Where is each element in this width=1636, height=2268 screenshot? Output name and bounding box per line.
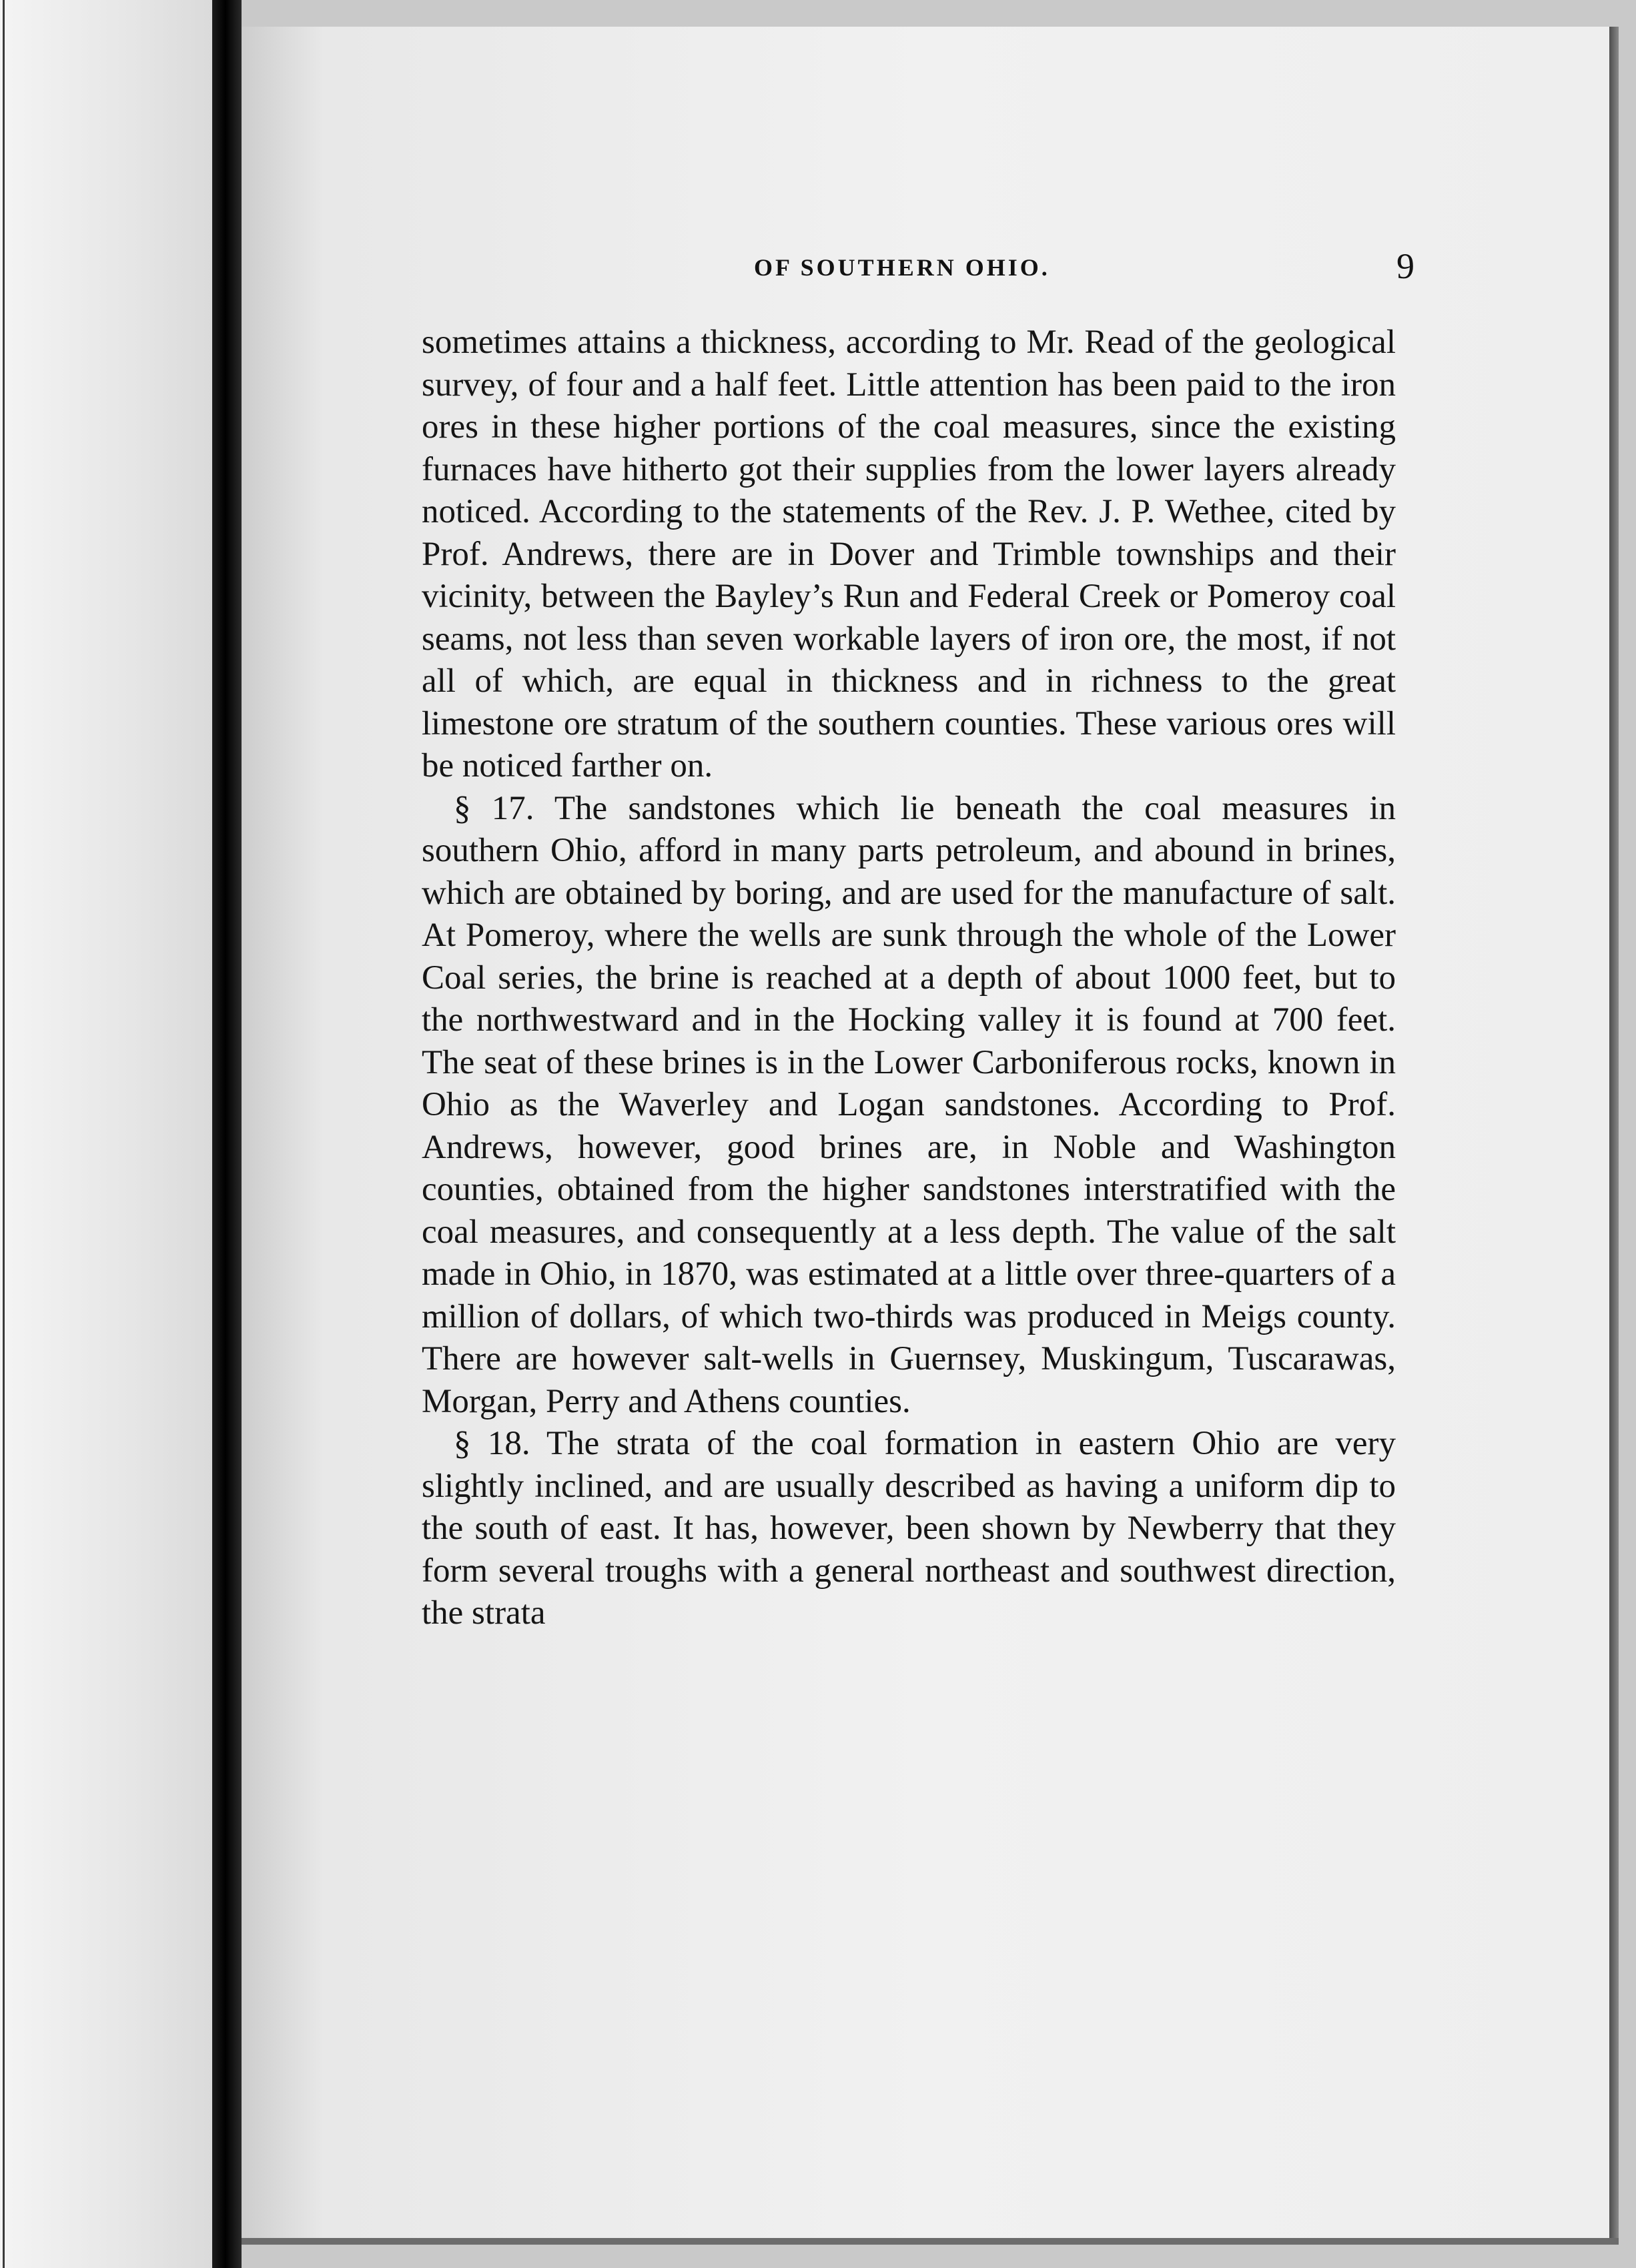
- page-header: [427, 248, 1414, 295]
- page-number: 9: [1396, 246, 1414, 286]
- page-bottom-edge: [242, 2238, 1619, 2245]
- paragraph-iron-ores: sometimes attains a thickness, according to Mr. Read of the geological survey, of four and a half feet. Little attention has been paid to the iron ores in these higher portions of the coal measures, since the existing furnaces have hitherto got their supplies from the lower layers already noticed. According to the statements of the Rev. J. P. Wethee, cited by Prof. Andrews, there are in Dover and Trimble townships and their vicinity, between the Bayley’s Run and Federal Creek or Pomeroy coal seams, not less than seven workable layers of iron ore, the most, if not all of which, are equal in thickness and in richness to the great limestone ore stratum of the southern counties. These various ores will be noticed farther on.: [422, 324, 1396, 784]
- facing-page-edge: [0, 0, 220, 2268]
- running-head: OF SOUTHERN OHIO.: [754, 254, 1050, 281]
- paragraph-section-18: § 18. The strata of the coal formation in eastern Ohio are very slightly inclined, and are usually described as having a uniform dip to the south of east. It has, however, been shown by Newberry that they form several troughs with a general northeast and southwest direction, the strata: [422, 1425, 1396, 1632]
- book-gutter: [212, 0, 242, 2268]
- paragraph-section-17: § 17. The sandstones which lie beneath the coal measures in southern Ohio, afford in many parts petroleum, and abound in brines, which are obtained by boring, and are used for the manufacture of salt. At Pomeroy, where the wells are sunk through the whole of the Lower Coal series, the brine is reached at a depth of about 1000 feet, but to the northwestward and in the Hocking valley it is found at 700 feet. The seat of these brines is in the Lower Carboniferous rocks, known in Ohio as the Waverley and Logan sandstones. According to Prof. Andrews, however, good brines are, in Noble and Washington counties, obtained from the higher sandstones interstratified with the coal measures, and consequently at a less depth. The value of the salt made in Ohio, in 1870, was estimated at a little over three-quarters of a million of dollars, of which two-thirds was produced in Meigs county. There are however salt-wells in Guernsey, Muskingum, Tuscarawas, Morgan, Perry and Athens counties.: [422, 789, 1396, 1420]
- body-text: [422, 322, 1396, 1635]
- leaf-shadow-line: [3, 0, 5, 2268]
- page-right-edge: [1609, 27, 1619, 2241]
